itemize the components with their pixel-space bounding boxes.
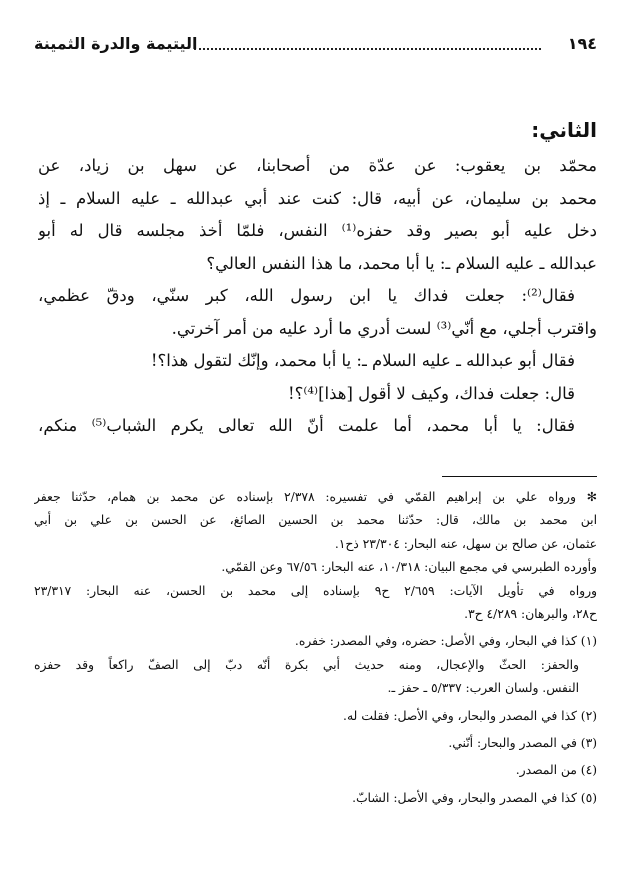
footnote-4: (٤) من المصدر. xyxy=(515,763,597,778)
footnote-line: والحفز: الحثّ والإعجال، ومنه حديث أبي بكرة أنّه دبّ إلى الصفّ راكعاً وقد حفزه xyxy=(34,657,579,672)
text-line: فقال⁽²⁾: جعلت فداك يا ابن رسول الله، كبر سنّي، ودقّ عظمي، xyxy=(38,286,575,305)
footnote-3: (٣) في المصدر والبحار: أنّني. xyxy=(448,735,597,750)
footnote-line: النفس. ولسان العرب: ٥/٣٣٧ ـ حفز ـ. xyxy=(387,681,579,696)
footnote-1: (١) كذا في البحار، وفي الأصل: حضره، وفي المصدر: خفره. xyxy=(294,634,597,649)
footnote-5: (٥) كذا في المصدر والبحار، وفي الأصل: الشابّ. xyxy=(352,790,597,805)
footnote-line: ✻ ورواه علي بن إبراهيم القمّي في تفسيره: ٢/٣٧٨ بإسناده عن محمد بن همام، حدّثنا جعفر xyxy=(34,490,597,504)
main-text xyxy=(38,118,597,443)
footnote-line: عثمان، عن صالح بن سهل، عنه البحار: ٢٣/٣٠٤ ذح١. xyxy=(334,536,597,551)
footnote-line: ابن محمد بن مالك، قال: حدّثنا محمد بن الحسين الصائغ، عن الحسن بن علي بن أبي xyxy=(34,513,597,528)
footnote-line: وأورده الطبرسي في مجمع البيان: ١٠/٣١٨، عنه البحار: ٦٧/٥٦ وعن القمّي. xyxy=(221,560,597,575)
text-line: محمّد بن يعقوب: عن عدّة من أصحابنا، عن سهل بن زياد، عن xyxy=(38,156,597,175)
footnote-line: ح٢٨، والبرهان: ٤/٢٨٩ ح٣. xyxy=(464,606,597,621)
text-line: فقال: يا أبا محمد، أما علمت أنّ الله تعالى يكرم الشباب⁽⁵⁾ منكم، xyxy=(38,416,575,435)
running-title: اليتيمة والدرة الثمينة xyxy=(34,34,198,53)
footnote-2: (٢) كذا في المصدر والبحار، وفي الأصل: فقلت له. xyxy=(343,708,597,723)
text-line: واقترب أجلي، مع أنّي⁽³⁾ لست أدري ما أرد عليه من أمر آخرتي. xyxy=(171,318,597,338)
footnote-separator xyxy=(442,476,597,477)
text-line: قال: جعلت فداك، وكيف لا أقول [هذا]⁽⁴⁾؟! xyxy=(287,383,575,403)
text-line: عبدالله ـ عليه السلام ـ: يا أبا محمد، ما هذا النفس العالي؟ xyxy=(206,253,597,273)
text-line: دخل عليه أبو بصير وقد حفزه⁽¹⁾ النفس، فلمّا أخذ مجلسه قال له أبو xyxy=(38,221,597,240)
text-line: محمد بن سليمان، عن أبيه، قال: كنت عند أبي عبدالله ـ عليه السلام ـ إذ xyxy=(38,188,597,208)
page-number: ١٩٤ xyxy=(567,34,597,53)
section-heading: الثاني: xyxy=(531,118,597,142)
footnote-line: ورواه في تأويل الآيات: ٢/٦٥٩ ح٩ بإسناده إلى محمد بن الحسن، عنه البحار: ٢٣/٣١٧ xyxy=(34,583,597,598)
page-header xyxy=(34,34,597,60)
footnotes xyxy=(34,486,597,810)
header-dot-leader xyxy=(194,48,541,50)
text-line: فقال أبو عبدالله ـ عليه السلام ـ: يا أبا محمد، وإنّك لتقول هذا؟! xyxy=(150,351,575,370)
